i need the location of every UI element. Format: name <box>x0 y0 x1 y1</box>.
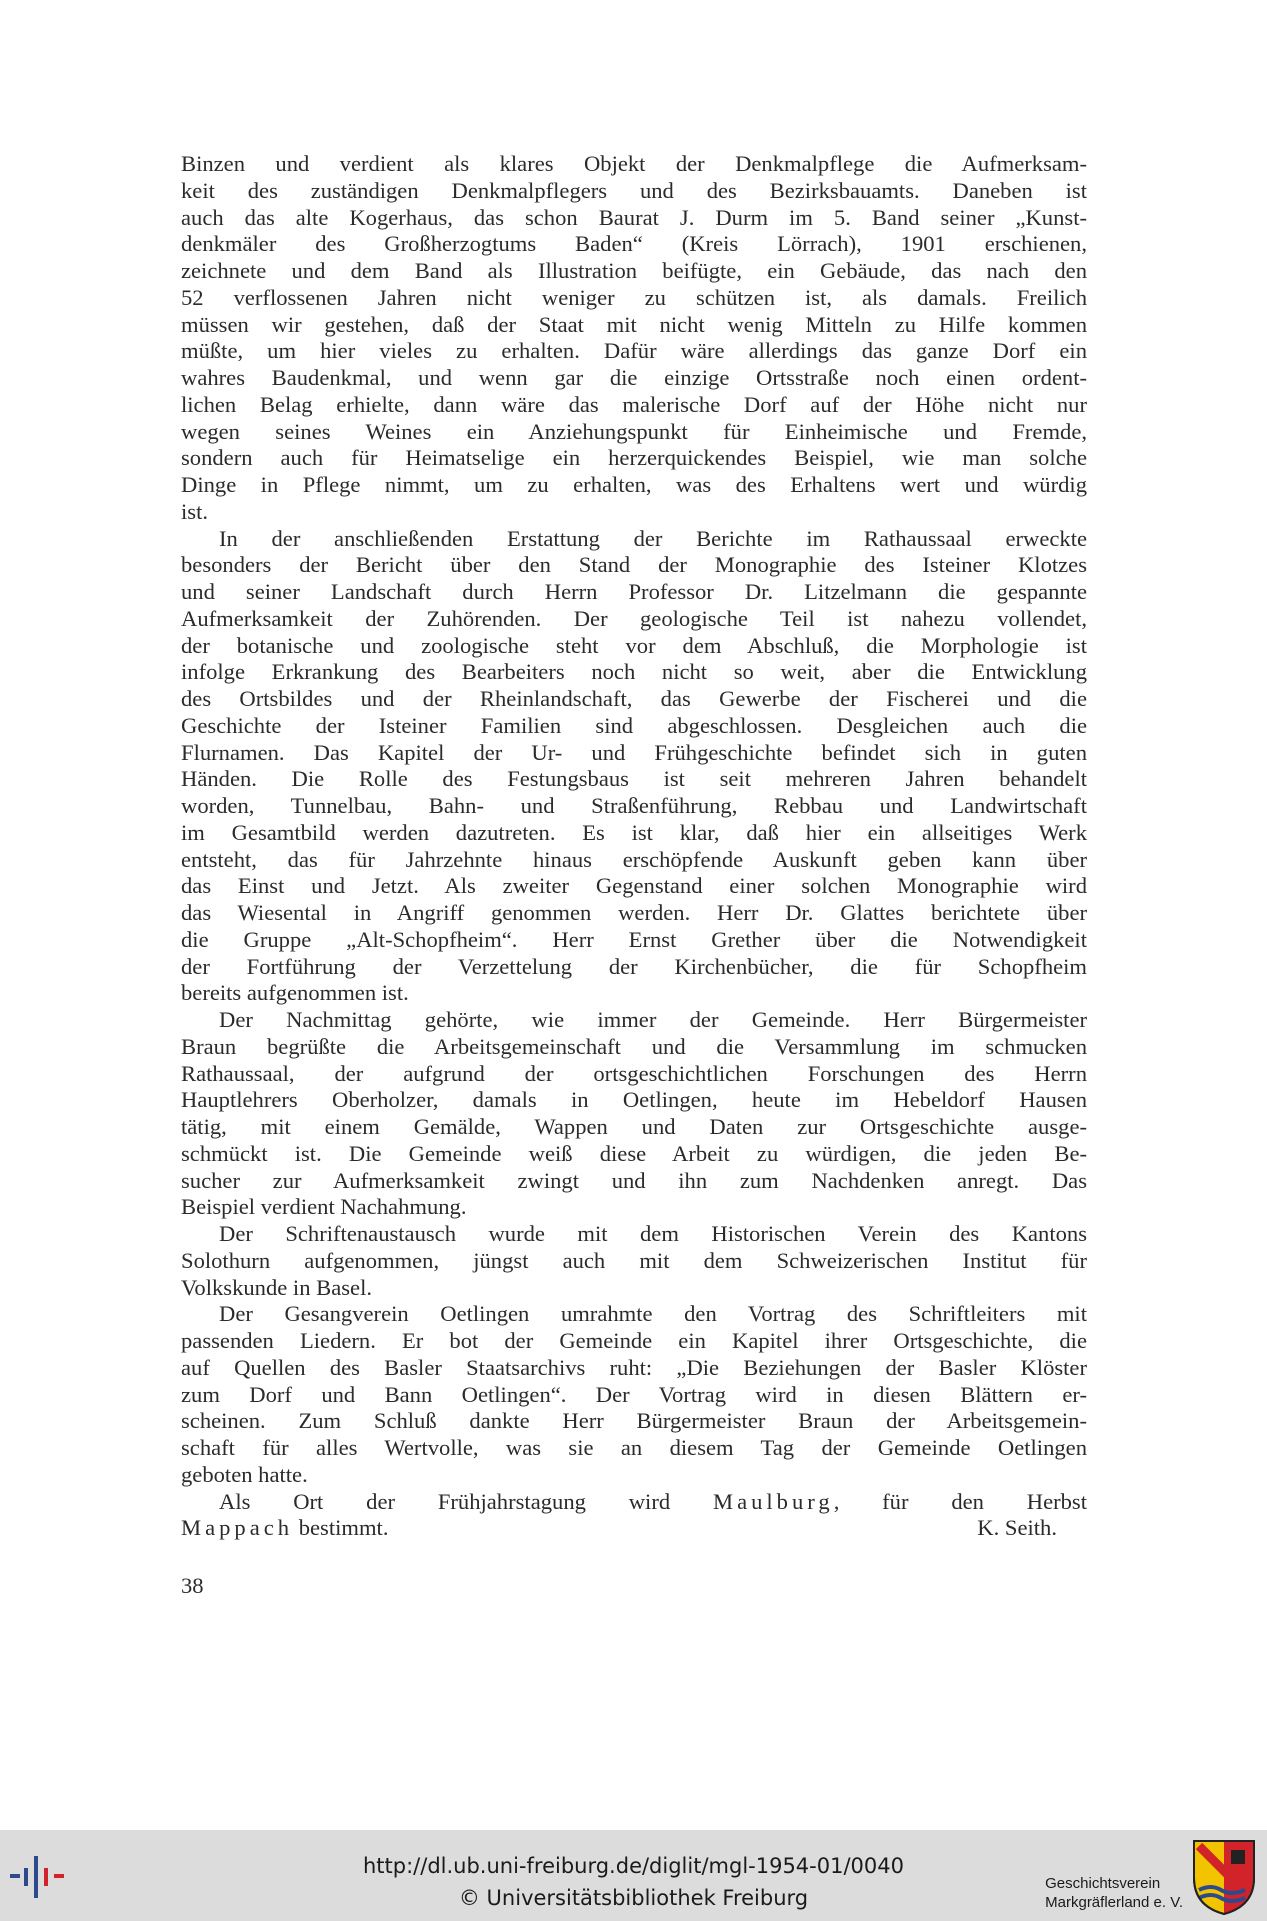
text-line: bereits aufgenommen ist. <box>181 980 409 1006</box>
text-line: Braun begrüßte die Arbeitsgemeinschaft und die Versammlung im schmucken <box>181 1033 1087 1059</box>
place-spring: Maulburg <box>712 1488 834 1514</box>
text-line: Volkskunde in Basel. <box>181 1274 372 1300</box>
page-body <box>181 151 1087 1542</box>
body-text <box>181 151 1087 1489</box>
text-line: geboten hatte. <box>181 1461 308 1487</box>
text-line: zeichnete und dem Band als Illustration beifügte, ein Gebäude, das nach den <box>181 258 1087 283</box>
text-line: Geschichte der Isteiner Familien sind abgeschlossen. Desgleichen auch die <box>181 712 1087 738</box>
page-number: 38 <box>181 1573 204 1598</box>
text-line: auch das alte Kogerhaus, das schon Baurat J. Durm im 5. Band seiner „Kunst- <box>181 204 1087 230</box>
text-line: sondern auch für Heimatselige ein herzerquickendes Beispiel, wie man solche <box>181 445 1087 471</box>
text-line: Flurnamen. Das Kapitel der Ur- und Frühgeschichte befindet sich in guten <box>181 739 1087 765</box>
text-line: auf Quellen des Basler Staatsarchivs ruht: „Die Beziehungen der Basler Klöster <box>181 1354 1087 1380</box>
text-line: wahres Baudenkmal, und wenn gar die einzige Ortsstraße noch einen ordent- <box>181 365 1087 390</box>
place-autumn: Mappach <box>181 1515 294 1541</box>
closing-line-2 <box>181 1515 1087 1542</box>
text-line: Der Gesangverein Oetlingen umrahmte den Vortrag des Schriftleiters mit <box>219 1301 1087 1327</box>
document-url-link[interactable]: http://dl.ub.uni-freiburg.de/diglit/mgl-1954-01/0040 <box>362 1854 904 1878</box>
text-line: scheinen. Zum Schluß dankte Herr Bürgermeister Braun der Arbeitsgemein- <box>181 1408 1087 1434</box>
text-line: des Ortsbildes und der Rheinlandschaft, das Gewerbe der Fischerei und die <box>181 686 1087 711</box>
text-line: der Fortführung der Verzettelung der Kirchenbücher, die für Schopfheim <box>181 953 1087 979</box>
text-line: müssen wir gestehen, daß der Staat mit nicht wenig Mitteln zu Hilfe kommen <box>181 311 1087 337</box>
text-line: schaft für alles Wertvolle, was sie an diesem Tag der Gemeinde Oetlingen <box>181 1435 1087 1460</box>
text-line: Solothurn aufgenommen, jüngst auch mit dem Schweizerischen Institut für <box>181 1247 1087 1273</box>
text-line: entsteht, das für Jahrzehnte hinaus erschöpfende Auskunft geben kann über <box>181 846 1087 872</box>
closing-suffix: bestimmt. <box>298 1515 389 1541</box>
coat-of-arms-icon <box>1191 1838 1257 1916</box>
text-line: wegen seines Weines ein Anziehungspunkt für Einheimische und Fremde, <box>181 418 1087 444</box>
text-line: Aufmerksamkeit der Zuhörenden. Der geologische Teil ist nahezu vollendet, <box>181 605 1087 631</box>
text-line: Binzen und verdient als klares Objekt der Denkmalpflege die Aufmerksam- <box>181 151 1087 176</box>
text-line: die Gruppe „Alt-Schopfheim“. Herr Ernst Grether über die Notwendigkeit <box>181 926 1087 952</box>
footer-bar <box>0 1830 1267 1921</box>
text-line: Hauptlehrers Oberholzer, damals in Oetlingen, heute im Hebeldorf Hausen <box>181 1087 1087 1113</box>
text-line: und seiner Landschaft durch Herrn Professor Dr. Litzelmann die gespannte <box>181 579 1087 604</box>
text-line: Dinge in Pflege nimmt, um zu erhalten, was des Erhaltens wert und würdig <box>181 472 1087 497</box>
text-line: In der anschließenden Erstattung der Berichte im Rathaussaal erweckte <box>219 525 1087 551</box>
text-line: das Wiesental in Angriff genommen werden. Herr Dr. Glattes berichtete über <box>181 900 1087 925</box>
closing-line-1 <box>181 1489 1087 1516</box>
text-line: Rathaussaal, der aufgrund der ortsgeschichtlichen Forschungen des Herrn <box>181 1060 1087 1086</box>
society-name-line-2: Markgräflerland e. V. <box>1045 1894 1183 1911</box>
society-name <box>1045 1874 1183 1912</box>
closing-middle: , für den Herbst <box>833 1488 1087 1514</box>
text-line: infolge Erkrankung des Bearbeiters noch nicht so weit, aber die Entwicklung <box>181 659 1087 685</box>
author-signature: K. Seith. <box>977 1515 1057 1541</box>
society-name-line-1: Geschichtsverein <box>1045 1875 1161 1892</box>
text-line: Beispiel verdient Nachahmung. <box>181 1194 467 1220</box>
text-line: denkmäler des Großherzogtums Baden“ (Kreis Lörrach), 1901 erschienen, <box>181 231 1087 257</box>
text-line: 52 verflossenen Jahren nicht weniger zu schützen ist, als damals. Freilich <box>181 284 1087 310</box>
text-line: müßte, um hier vieles zu erhalten. Dafür wäre allerdings das ganze Dorf ein <box>181 338 1087 364</box>
text-line: keit des zuständigen Denkmalpflegers und des Bezirksbauamts. Daneben ist <box>181 177 1087 203</box>
copyright-notice: © Universitätsbibliothek Freiburg <box>458 1886 809 1910</box>
text-line: zum Dorf und Bann Oetlingen“. Der Vortrag wird in diesen Blättern er- <box>181 1381 1087 1407</box>
closing-prefix: Als Ort der Frühjahrstagung wird <box>219 1488 671 1514</box>
text-line: Der Nachmittag gehörte, wie immer der Gemeinde. Herr Bürgermeister <box>219 1007 1087 1032</box>
text-line: worden, Tunnelbau, Bahn- und Straßenführung, Rebbau und Landwirtschaft <box>181 793 1087 818</box>
text-line: ist. <box>181 498 208 524</box>
text-line: der botanische und zoologische steht vor dem Abschluß, die Morphologie ist <box>181 632 1087 658</box>
text-line: passenden Liedern. Er bot der Gemeinde ein Kapitel ihrer Ortsgeschichte, die <box>181 1328 1087 1353</box>
text-line: lichen Belag erhielte, dann wäre das malerische Dorf auf der Höhe nicht nur <box>181 391 1087 417</box>
text-line: das Einst und Jetzt. Als zweiter Gegenstand einer solchen Monographie wird <box>181 873 1087 899</box>
text-line: im Gesamtbild werden dazutreten. Es ist klar, daß hier ein allseitiges Werk <box>181 819 1087 845</box>
text-line: besonders der Bericht über den Stand der Monographie des Isteiner Klotzes <box>181 552 1087 578</box>
text-line: schmückt ist. Die Gemeinde weiß diese Arbeit zu würdigen, die jeden Be- <box>181 1140 1087 1166</box>
text-line: Händen. Die Rolle des Festungsbaus ist seit mehreren Jahren behandelt <box>181 766 1087 792</box>
text-line: tätig, mit einem Gemälde, Wappen und Daten zur Ortsgeschichte ausge- <box>181 1114 1087 1139</box>
text-line: sucher zur Aufmerksamkeit zwingt und ihn zum Nachdenken anregt. Das <box>181 1167 1087 1193</box>
text-line: Der Schriftenaustausch wurde mit dem Historischen Verein des Kantons <box>219 1221 1087 1246</box>
